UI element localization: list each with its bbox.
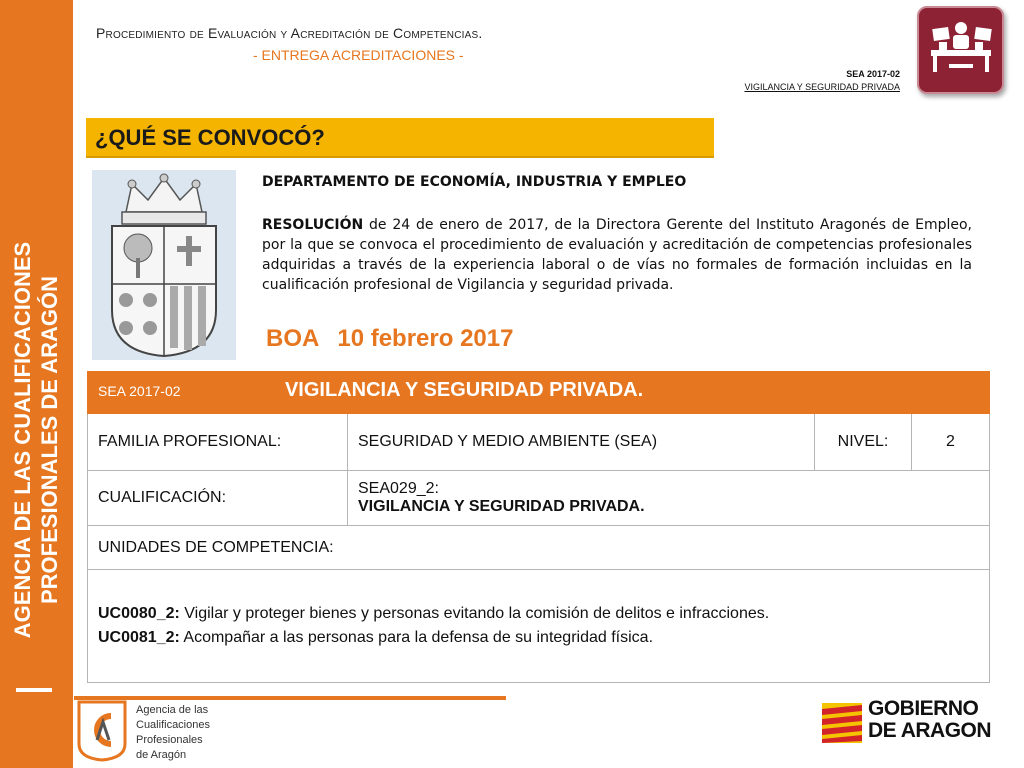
unit-code: UC0081_2: bbox=[98, 629, 180, 646]
boa-label: BOA bbox=[266, 325, 320, 352]
qualification-name: VIGILANCIA Y SEGURIDAD PRIVADA. bbox=[358, 498, 645, 515]
side-title-line2: PROFESIONALES DE ARAGÓN bbox=[37, 276, 62, 604]
qualification-table bbox=[87, 371, 990, 683]
unit-item bbox=[98, 602, 979, 626]
coat-of-arms-icon bbox=[92, 170, 236, 360]
family-value: SEGURIDAD Y MEDIO AMBIENTE (SEA) bbox=[348, 412, 815, 471]
level-value: 2 bbox=[912, 412, 990, 471]
unit-item bbox=[98, 626, 979, 650]
unit-text: Acompañar a las personas para la defensa de su integridad física. bbox=[179, 629, 654, 646]
resolution-lead: RESOLUCIÓN bbox=[262, 217, 364, 233]
units-label: UNIDADES DE COMPETENCIA: bbox=[88, 526, 990, 570]
agency-name-line: Agencia de las bbox=[136, 704, 209, 716]
table-header-row bbox=[88, 372, 990, 412]
section-banner bbox=[86, 118, 714, 158]
resolution-text bbox=[262, 215, 972, 295]
bottom-divider bbox=[74, 696, 506, 700]
agency-name-line: Cualificaciones bbox=[136, 719, 210, 731]
side-divider bbox=[16, 688, 52, 692]
side-title bbox=[0, 0, 73, 768]
agency-name bbox=[136, 703, 210, 763]
table-header-title: VIGILANCIA Y SEGURIDAD PRIVADA. bbox=[284, 379, 644, 402]
qualification-value bbox=[348, 471, 990, 526]
government-logo-text bbox=[868, 698, 991, 742]
table-row bbox=[88, 412, 990, 471]
boa-date: 10 febrero 2017 bbox=[337, 325, 514, 352]
agency-logo-icon bbox=[75, 700, 129, 762]
header-specialty: VIGILANCIA Y SEGURIDAD PRIVADA bbox=[744, 82, 900, 92]
government-line2: DE ARAGON bbox=[868, 719, 992, 742]
qualification-code: SEA029_2: bbox=[358, 480, 439, 497]
qualification-label: CUALIFICACIÓN: bbox=[88, 471, 348, 526]
meeting-logo-icon bbox=[917, 6, 1004, 94]
resolution-body: de 24 de enero de 2017, de la Directora Gerente del Instituto Aragonés de Empleo, por la que se convoca el procedimiento de evaluación y acreditación de competencias profesionales adquiridas a través de la experiencia laboral o de vías no formales de formación incluidas en la cualificación profesional de Vigilancia y seguridad privada. bbox=[262, 217, 972, 293]
family-label: FAMILIA PROFESIONAL: bbox=[88, 412, 348, 471]
header-code: SEA 2017-02 bbox=[846, 69, 900, 79]
table-row bbox=[88, 570, 990, 683]
table-row bbox=[88, 526, 990, 570]
boa-publication bbox=[266, 325, 513, 353]
unit-code: UC0080_2: bbox=[98, 605, 180, 622]
page-subtitle: - ENTREGA ACREDITACIONES - bbox=[253, 47, 464, 63]
unit-text: Vigilar y proteger bienes y personas evitando la comisión de delitos e infracciones. bbox=[179, 605, 770, 622]
side-title-line1: AGENCIA DE LAS CUALIFICACIONES bbox=[10, 241, 35, 639]
department-heading: DEPARTAMENTO DE ECONOMÍA, INDUSTRIA Y EMPLEO bbox=[262, 174, 687, 190]
aragon-flag-icon bbox=[822, 703, 862, 743]
table-header-code: SEA 2017-02 bbox=[98, 383, 181, 400]
government-line1: GOBIERNO bbox=[868, 697, 979, 720]
table-row bbox=[88, 471, 990, 526]
units-list bbox=[88, 570, 990, 683]
page-title: Procedimiento de Evaluación y Acreditación de Competencias. bbox=[96, 25, 483, 41]
agency-name-line: de Aragón bbox=[136, 749, 187, 761]
level-label: NIVEL: bbox=[815, 412, 912, 471]
section-banner-label: ¿QUÉ SE CONVOCÓ? bbox=[95, 125, 325, 150]
agency-name-line: Profesionales bbox=[136, 734, 203, 746]
